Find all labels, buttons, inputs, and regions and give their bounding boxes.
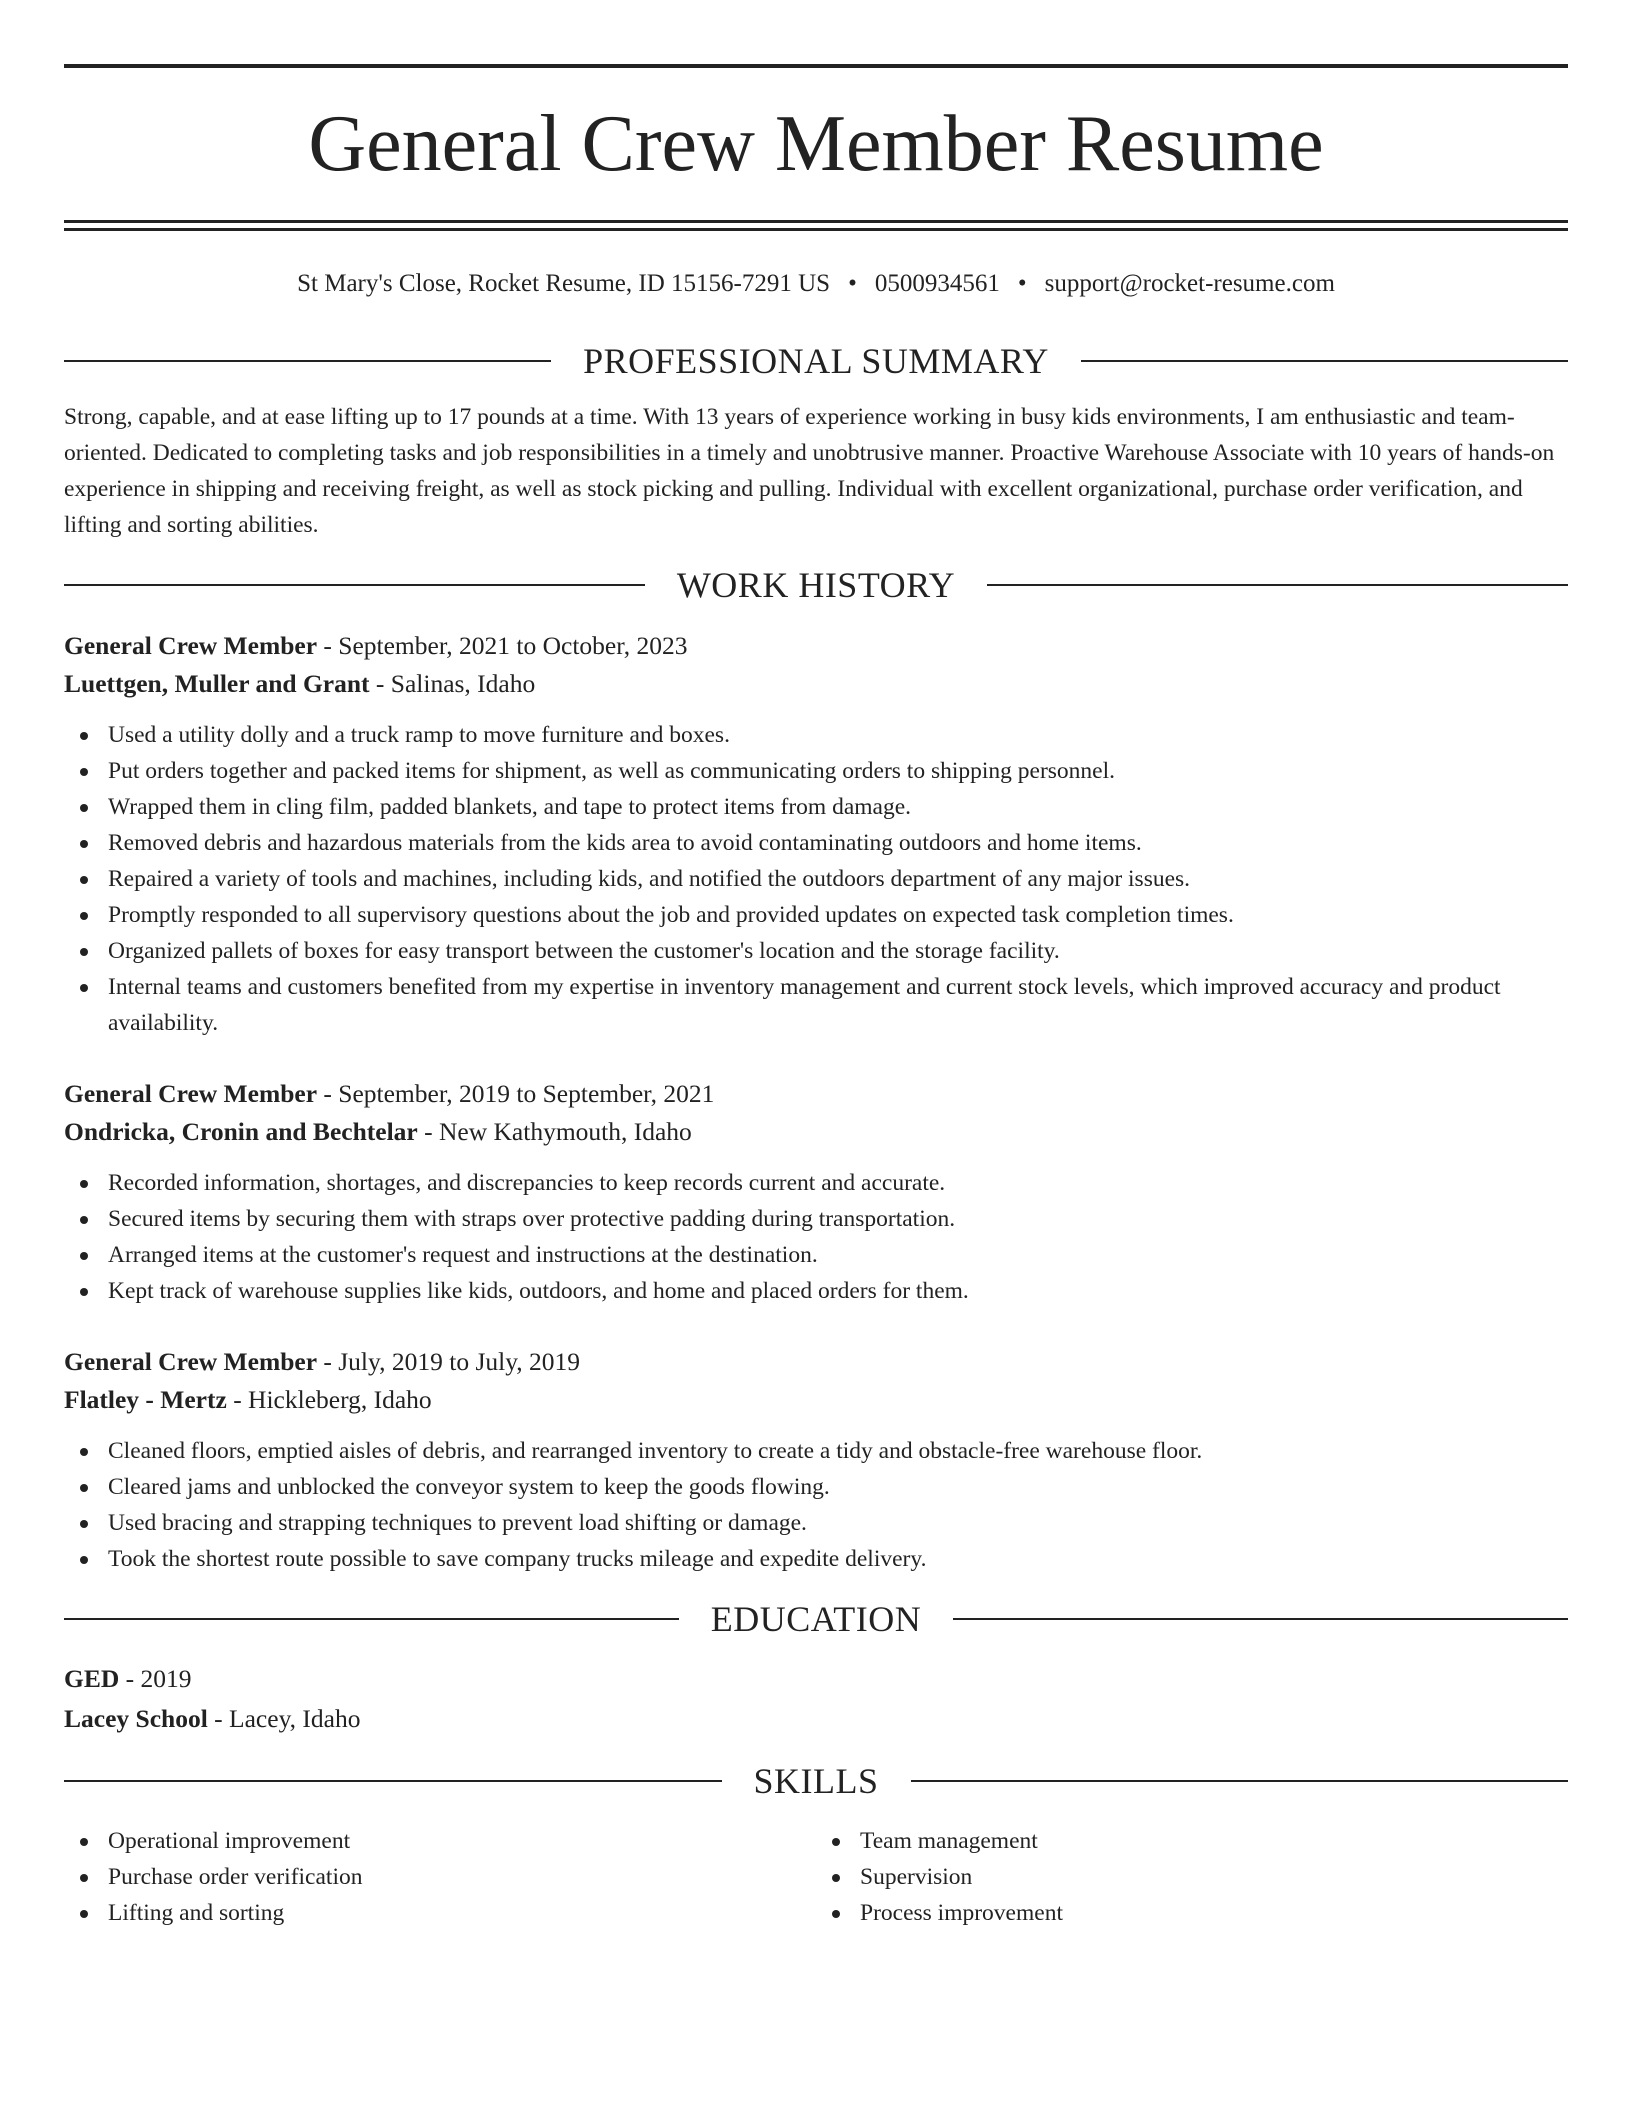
skill-item: Supervision xyxy=(816,1859,1568,1895)
heading-rule-left xyxy=(64,1780,722,1782)
skills-column-left xyxy=(64,1823,816,1931)
job-entry xyxy=(64,1343,1568,1577)
job-location: - New Kathymouth, Idaho xyxy=(417,1117,692,1146)
job-dates: - September, 2019 to September, 2021 xyxy=(317,1079,715,1108)
heading-rule-left xyxy=(64,1618,679,1620)
title-double-rule xyxy=(64,220,1568,231)
skills-list xyxy=(64,1809,1568,1931)
contact-address: St Mary's Close, Rocket Resume, ID 15156-7291 US xyxy=(297,270,831,297)
education-degree: GED xyxy=(64,1664,120,1693)
resume-title: General Crew Member Resume xyxy=(308,100,1324,188)
job-duty: Kept track of warehouse supplies like kids, outdoors, and home and placed orders for them. xyxy=(64,1273,1568,1309)
work-heading-label: WORK HISTORY xyxy=(676,565,956,605)
skill-item: Operational improvement xyxy=(64,1823,816,1859)
skills-heading xyxy=(64,1759,1568,1803)
job-title: General Crew Member xyxy=(64,631,318,660)
contact-line xyxy=(64,267,1568,301)
heading-rule-left xyxy=(64,360,551,362)
job-company-line xyxy=(64,1113,1568,1151)
education-degree-line xyxy=(64,1659,1568,1699)
job-location: - Salinas, Idaho xyxy=(369,669,536,698)
summary-heading xyxy=(64,339,1568,383)
job-company: Luettgen, Muller and Grant xyxy=(64,669,370,698)
job-duties xyxy=(64,1165,1568,1309)
job-duty: Cleaned floors, emptied aisles of debris, and rearranged inventory to create a tidy and obstacle-free warehouse floor. xyxy=(64,1433,1568,1469)
heading-rule-left xyxy=(64,584,645,586)
job-duty: Internal teams and customers benefited from my expertise in inventory management and current stock levels, which improved accuracy and product availability. xyxy=(64,969,1568,1041)
job-duty: Took the shortest route possible to save company trucks mileage and expedite delivery. xyxy=(64,1541,1568,1577)
summary-text: Strong, capable, and at ease lifting up to 17 pounds at a time. With 13 years of experience working in busy kids environments, I am enthusiastic and team-oriented. Dedicated to completing tasks and job responsibilities in a timely and unobtrusive manner. Proactive Warehouse Associate with 10 years of hands-on experience in shipping and receiving freight, as well as stock picking and pulling. Individual with excellent organizational, purchase order verification, and lifting and sorting abilities. xyxy=(64,404,1555,538)
job-title-line xyxy=(64,1075,1568,1113)
job-dates: - July, 2019 to July, 2019 xyxy=(317,1347,581,1376)
job-duty: Put orders together and packed items for shipment, as well as communicating orders to shipping personnel. xyxy=(64,753,1568,789)
job-title-line xyxy=(64,627,1568,665)
job-duty: Used a utility dolly and a truck ramp to move furniture and boxes. xyxy=(64,717,1568,753)
skills-column-right xyxy=(816,1823,1568,1931)
job-duty: Promptly responded to all supervisory questions about the job and provided updates on expected task completion times. xyxy=(64,897,1568,933)
education-school-line xyxy=(64,1699,1568,1739)
heading-rule-right xyxy=(953,1618,1568,1620)
job-title: General Crew Member xyxy=(64,1079,318,1108)
contact-email: support@rocket-resume.com xyxy=(1044,270,1335,297)
job-dates: - September, 2021 to October, 2023 xyxy=(317,631,688,660)
job-company: Ondricka, Cronin and Bechtelar xyxy=(64,1117,418,1146)
job-duty: Arranged items at the customer's request and instructions at the destination. xyxy=(64,1237,1568,1273)
skill-item: Process improvement xyxy=(816,1895,1568,1931)
resume-page xyxy=(64,64,1568,1931)
skill-item: Purchase order verification xyxy=(64,1859,816,1895)
heading-rule-right xyxy=(911,1780,1569,1782)
work-heading xyxy=(64,563,1568,607)
job-duty: Secured items by securing them with straps over protective padding during transportation. xyxy=(64,1201,1568,1237)
contact-separator: • xyxy=(1017,270,1027,297)
job-duty: Cleared jams and unblocked the conveyor system to keep the goods flowing. xyxy=(64,1469,1568,1505)
job-duties xyxy=(64,1433,1568,1577)
job-company-line xyxy=(64,665,1568,703)
heading-rule-right xyxy=(987,584,1568,586)
job-duty: Repaired a variety of tools and machines, including kids, and notified the outdoors department of any major issues. xyxy=(64,861,1568,897)
job-company-line xyxy=(64,1381,1568,1419)
skill-item: Team management xyxy=(816,1823,1568,1859)
education-entry xyxy=(64,1659,1568,1739)
heading-rule-right xyxy=(1081,360,1568,362)
education-year: - 2019 xyxy=(119,1664,192,1693)
job-entry xyxy=(64,1075,1568,1309)
contact-separator: • xyxy=(848,270,857,297)
job-location: - Hickleberg, Idaho xyxy=(226,1385,432,1414)
job-duty: Wrapped them in cling film, padded blankets, and tape to protect items from damage. xyxy=(64,789,1568,825)
job-duties xyxy=(64,717,1568,1041)
skill-item: Lifting and sorting xyxy=(64,1895,816,1931)
job-title: General Crew Member xyxy=(64,1347,318,1376)
job-duty: Removed debris and hazardous materials from the kids area to avoid contaminating outdoors and home items. xyxy=(64,825,1568,861)
job-duty: Used bracing and strapping techniques to prevent load shifting or damage. xyxy=(64,1505,1568,1541)
skills-heading-label: SKILLS xyxy=(753,1761,879,1801)
education-heading-label: EDUCATION xyxy=(710,1599,922,1639)
contact-phone: 0500934561 xyxy=(874,270,1000,297)
education-school: Lacey School xyxy=(64,1704,208,1733)
education-location: - Lacey, Idaho xyxy=(207,1704,361,1733)
job-company: Flatley - Mertz xyxy=(64,1385,227,1414)
job-title-line xyxy=(64,1343,1568,1381)
summary-heading-label: PROFESSIONAL SUMMARY xyxy=(583,341,1049,381)
job-duty: Organized pallets of boxes for easy transport between the customer's location and the storage facility. xyxy=(64,933,1568,969)
top-rule xyxy=(64,64,1568,68)
job-duty: Recorded information, shortages, and discrepancies to keep records current and accurate. xyxy=(64,1165,1568,1201)
education-heading xyxy=(64,1597,1568,1641)
job-entry xyxy=(64,627,1568,1041)
